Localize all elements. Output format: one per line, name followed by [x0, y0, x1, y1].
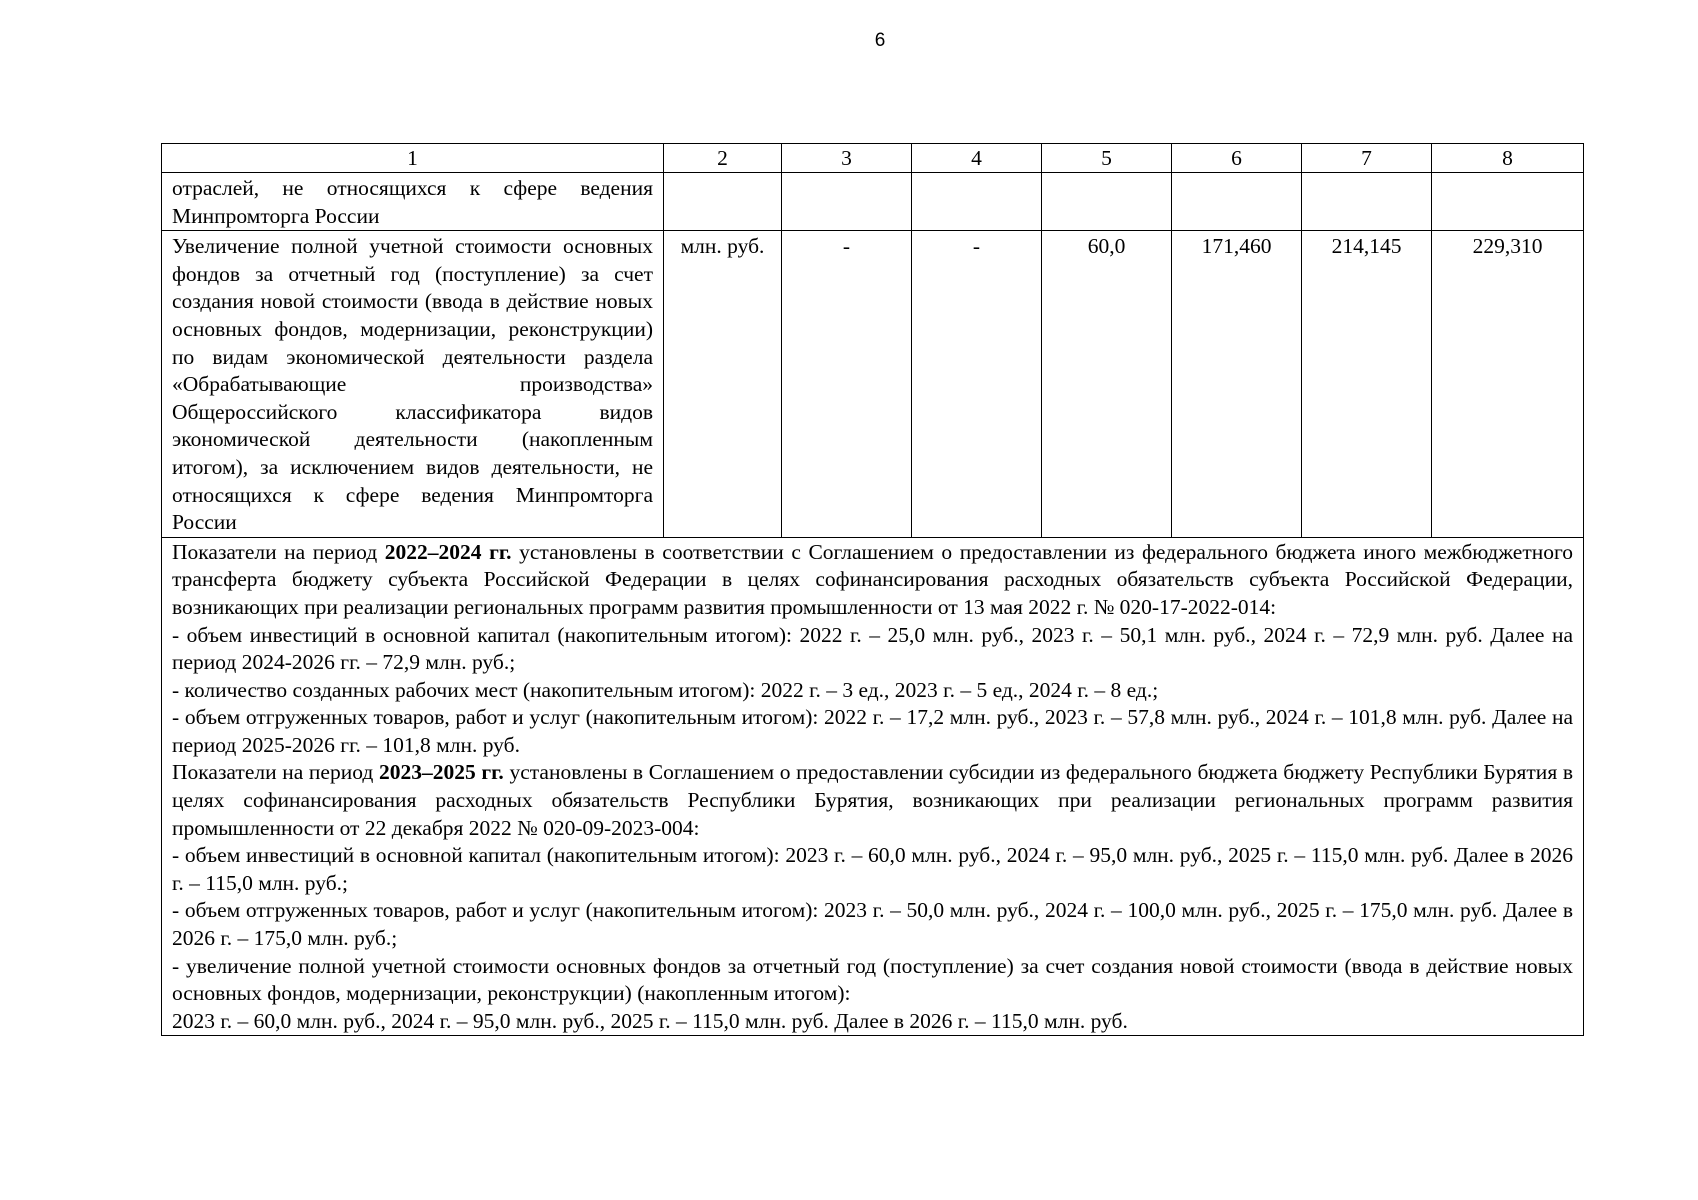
notes-list-item: - объем отгруженных товаров, работ и услуг (накопительным итогом): 2022 г. – 17,2 млн. руб., 2023 г. – 57,8 млн. руб., 2024 г. – 101,8 млн. руб. Далее на период 2025-2026 гг. – 101,8 млн. руб. — [172, 705, 1573, 757]
table-row — [162, 173, 1584, 231]
notes-list-item: - объем отгруженных товаров, работ и услуг (накопительным итогом): 2023 г. – 50,0 млн. руб., 2024 г. – 100,0 млн. руб., 2025 г. – 175,0 млн. руб. Далее в 2026 г. – 175,0 млн. руб.; — [172, 898, 1573, 951]
notes-list-item: - объем инвестиций в основной капитал (накопительным итогом): 2022 г. – 25,0 млн. руб., 2023 г. – 50,1 млн. руб., 2024 г. – 72,9 млн. руб. Далее на период 2024-2026 гг. – 72,9 млн. руб.; — [172, 622, 1573, 675]
empty-cell — [1042, 173, 1172, 231]
page-number: 6 — [874, 30, 886, 51]
notes-list-item: - объем инвестиций в основной капитал (накопительным итогом): 2023 г. – 60,0 млн. руб., 2024 г. – 95,0 млн. руб., 2025 г. – 115,0 млн. руб. Далее в 2026 г. – 115,0 млн. руб.; — [172, 843, 1573, 895]
header-cell: 3 — [782, 144, 912, 173]
empty-cell — [664, 173, 782, 231]
empty-cell — [782, 173, 912, 231]
notes-text: Показатели на период — [172, 539, 385, 564]
notes-text: установлены в Соглашением о предоставлении субсидии из федерального бюджета бюджету Республики Бурятия в целях софинансирования расходных обязательств Республики Бурятия, возникающих при реализации региональных программ развития промышленности от 22 декабря 2022 № 020-09-2023-004: — [172, 760, 1573, 840]
value-cell: - — [782, 231, 912, 538]
value-cell: 214,145 — [1302, 231, 1432, 538]
table-row — [162, 231, 1584, 538]
notes-list-item: 2023 г. – 60,0 млн. руб., 2024 г. – 95,0 млн. руб., 2025 г. – 115,0 млн. руб. Далее в 2026 г. – 115,0 млн. руб. — [172, 1008, 1128, 1033]
value-cell: 60,0 — [1042, 231, 1172, 538]
empty-cell — [1172, 173, 1302, 231]
header-cell: 5 — [1042, 144, 1172, 173]
notes-cell — [162, 537, 1584, 1036]
notes-paragraph — [172, 759, 1573, 842]
empty-cell — [1302, 173, 1432, 231]
period-bold: 2023–2025 гг. — [378, 760, 504, 785]
value-cell: - — [912, 231, 1042, 538]
empty-cell — [912, 173, 1042, 231]
indicators-table — [161, 143, 1584, 1036]
indicator-cell: Увеличение полной учетной стоимости основных фондов за отчетный год (поступление) за счет создания новой стоимости (ввода в действие новых основных фондов, модернизации, реконструкции) по видам экономической деятельности раздела «Обрабатывающие производства» Общероссийского классификатора видов экономической деятельности (накопленным итогом), за исключением видов деятельности, не относящихся к сфере ведения Минпромторга России — [162, 231, 664, 538]
table-header-row — [162, 144, 1584, 173]
period-bold: 2022–2024 гг. — [384, 539, 512, 564]
notes-text: Показатели на период — [172, 760, 379, 785]
value-cell: 229,310 — [1432, 231, 1584, 538]
header-cell: 2 — [664, 144, 782, 173]
notes-list-item: - увеличение полной учетной стоимости основных фондов за отчетный год (поступление) за счет создания новой стоимости (ввода в действие новых основных фондов, модернизации, реконструкции) (накопленным итогом): — [172, 953, 1573, 1006]
unit-cell: млн. руб. — [664, 231, 782, 538]
header-cell: 1 — [162, 144, 664, 173]
header-cell: 4 — [912, 144, 1042, 173]
indicator-cell: отраслей, не относящихся к сфере ведения Минпромторга России — [162, 173, 664, 231]
notes-list-item: - количество созданных рабочих мест (накопительным итогом): 2022 г. – 3 ед., 2023 г. – 5 ед., 2024 г. – 8 ед.; — [172, 677, 1159, 702]
header-cell: 7 — [1302, 144, 1432, 173]
notes-text: установлены в соответствии с Соглашением о предоставлении из федерального бюджета иного межбюджетного трансферта бюджету субъекта Российской Федерации в целях софинансирования расходных обязательств субъекта Российской Федерации, возникающих при реализации региональных программ развития промышленности от 13 мая 2022 г. № 020-17-2022-014: — [172, 539, 1574, 619]
notes-row — [162, 537, 1584, 1036]
header-cell: 6 — [1172, 144, 1302, 173]
notes-paragraph — [172, 539, 1573, 622]
header-cell: 8 — [1432, 144, 1584, 173]
empty-cell — [1432, 173, 1584, 231]
value-cell: 171,460 — [1172, 231, 1302, 538]
